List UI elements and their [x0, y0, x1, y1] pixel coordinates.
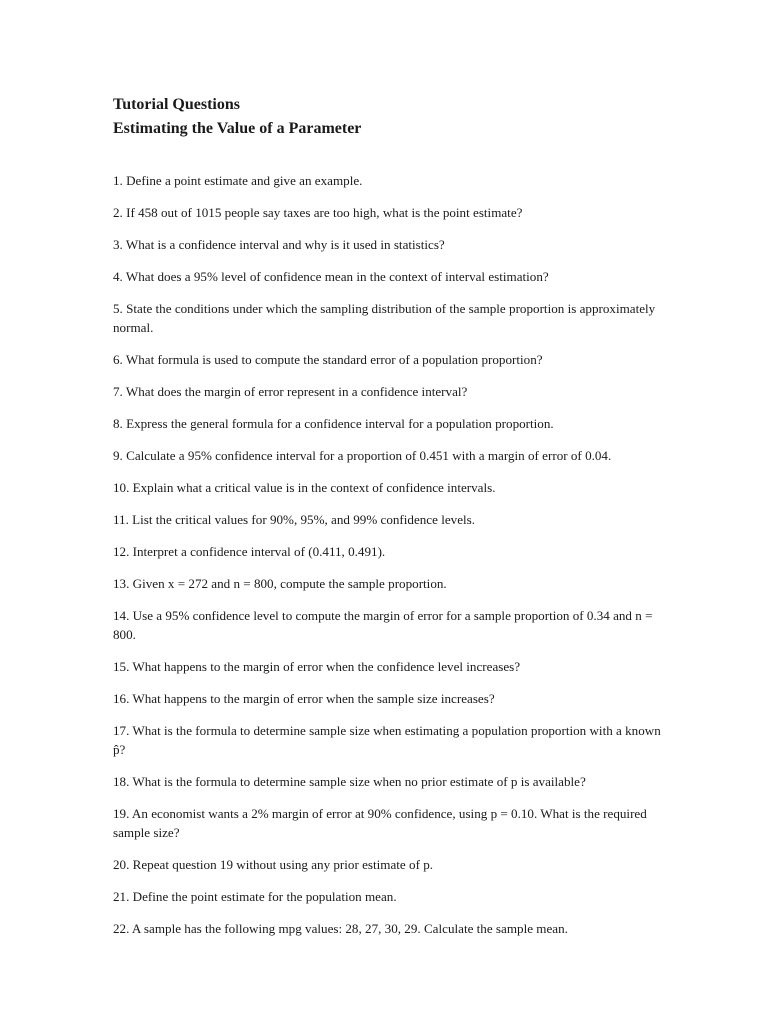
question-item: 4. What does a 95% level of confidence mean in the context of interval estimation?	[113, 269, 549, 284]
question-item: 21. Define the point estimate for the population mean.	[113, 889, 397, 904]
question-item: 11. List the critical values for 90%, 95%, and 99% confidence levels.	[113, 512, 476, 527]
question-item: 6. What formula is used to compute the standard error of a population proportion?	[113, 352, 543, 367]
question-item: 3. What is a confidence interval and why is it used in statistics?	[113, 237, 445, 252]
question-item: 14. Use a 95% confidence level to compute the margin of error for a sample proportion of 0.34 and n = 800.	[113, 608, 653, 642]
question-item: 8. Express the general formula for a confidence interval for a population proportion.	[113, 416, 554, 431]
question-item: 18. What is the formula to determine sample size when no prior estimate of p is available?	[113, 774, 586, 789]
question-item: 1. Define a point estimate and give an example.	[113, 173, 363, 188]
document-title	[113, 93, 673, 141]
question-item: 13. Given x = 272 and n = 800, compute the sample proportion.	[113, 576, 447, 591]
question-item: 22. A sample has the following mpg values: 28, 27, 30, 29. Calculate the sample mean.	[113, 921, 568, 936]
question-item: 9. Calculate a 95% confidence interval for a proportion of 0.451 with a margin of error of 0.04.	[113, 448, 612, 463]
question-list	[113, 171, 661, 951]
title-line-2: Estimating the Value of a Parameter	[113, 120, 362, 137]
question-item: 19. An economist wants a 2% margin of error at 90% confidence, using p = 0.10. What is the required sample size?	[113, 806, 647, 840]
question-item: 12. Interpret a confidence interval of (0.411, 0.491).	[113, 544, 386, 559]
question-item: 17. What is the formula to determine sample size when estimating a population proportion with a known p̂?	[113, 723, 661, 757]
title-line-1: Tutorial Questions	[113, 96, 240, 113]
question-item: 2. If 458 out of 1015 people say taxes are too high, what is the point estimate?	[113, 205, 523, 220]
question-item: 10. Explain what a critical value is in the context of confidence intervals.	[113, 480, 496, 495]
question-item: 7. What does the margin of error represent in a confidence interval?	[113, 384, 468, 399]
question-item: 15. What happens to the margin of error when the confidence level increases?	[113, 659, 521, 674]
question-item: 5. State the conditions under which the sampling distribution of the sample proportion is approximately normal.	[113, 301, 656, 335]
question-item: 20. Repeat question 19 without using any prior estimate of p.	[113, 857, 434, 872]
question-item: 16. What happens to the margin of error when the sample size increases?	[113, 691, 495, 706]
